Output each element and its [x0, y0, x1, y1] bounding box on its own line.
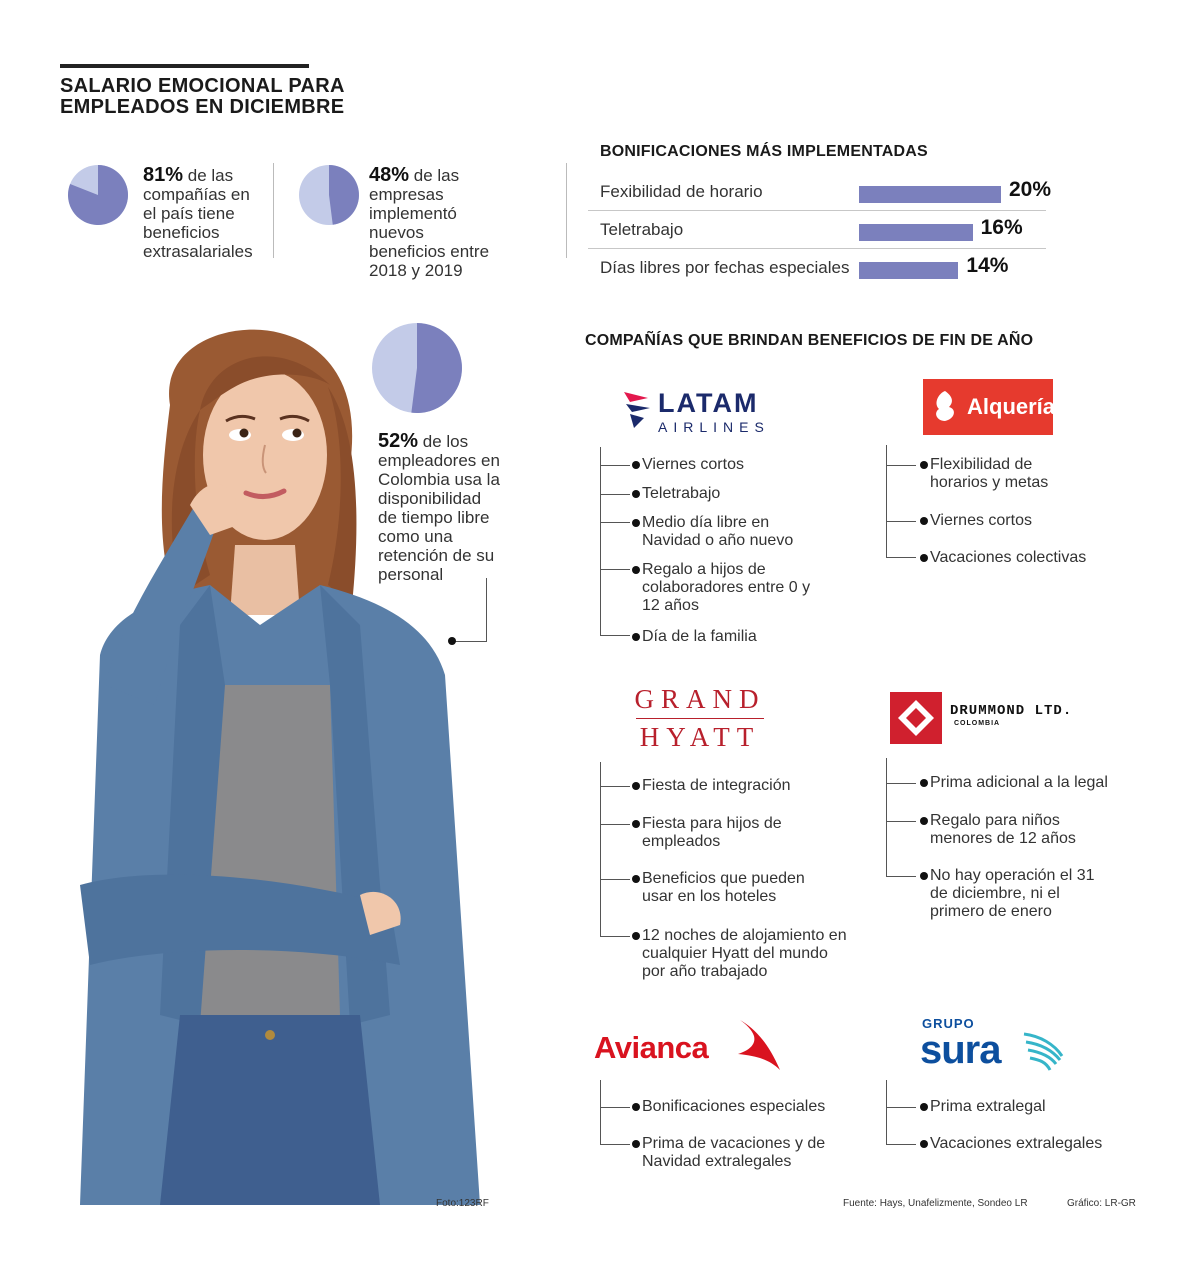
drummond-tree-branch — [886, 821, 916, 822]
avianca-logo-text: Avianca — [594, 1030, 709, 1065]
alqueria-benefit-text: Vacaciones colectivas — [930, 549, 1087, 566]
latam-benefit — [642, 485, 842, 503]
bonus-bar — [859, 262, 958, 279]
hyatt-benefit-text: Beneficios que pueden usar en los hoteles — [642, 870, 805, 905]
latam-tree-branch — [600, 569, 630, 570]
stat-81 — [143, 166, 255, 261]
bullet-dot — [632, 1140, 640, 1148]
drummond-logo-text: DRUMMOND LTD. — [950, 703, 1073, 719]
drummond-benefit-text: Regalo para niños menores de 12 años — [930, 812, 1076, 847]
sura-benefit — [930, 1135, 1130, 1153]
sura-logo-line2: sura — [920, 1028, 1001, 1072]
alqueria-logo-text: Alquería — [967, 394, 1056, 419]
bonus-value: 16% — [980, 216, 1023, 239]
stat-81-text: de las compañías en el país tiene beneficios extrasalariales — [143, 166, 253, 261]
bullet-dot — [920, 1103, 928, 1111]
alqueria-benefit — [930, 512, 1110, 530]
avianca-benefit-text: Bonificaciones especiales — [642, 1098, 826, 1115]
graphic-credit: Gráfico: LR-GR — [1067, 1198, 1136, 1209]
grand-hyatt-logo — [630, 684, 770, 754]
stat-52-connector — [486, 578, 487, 642]
sura-tree-branch — [886, 1144, 916, 1145]
pie-chart-48 — [297, 163, 361, 227]
latam-benefit — [642, 456, 842, 474]
latam-tree-branch — [600, 465, 630, 466]
drummond-benefit — [930, 774, 1130, 792]
alqueria-benefit — [930, 456, 1080, 492]
bullet-dot — [632, 820, 640, 828]
bullet-dot — [920, 779, 928, 787]
bullet-dot — [632, 782, 640, 790]
bonus-value: 14% — [966, 254, 1009, 277]
bonus-bar — [859, 224, 973, 241]
bonus-row — [588, 211, 1046, 249]
hyatt-tree-branch — [600, 879, 630, 880]
bonus-row — [588, 173, 1052, 211]
pie-slice — [411, 323, 462, 413]
hyatt-logo-rule — [636, 718, 764, 719]
bullet-dot — [920, 461, 928, 469]
latam-benefit-text: Teletrabajo — [642, 485, 721, 502]
avianca-logo — [594, 1018, 794, 1074]
latam-benefit-text: Día de la familia — [642, 628, 757, 645]
bonus-label: Días libres por fechas especiales — [600, 258, 850, 277]
bullet-dot — [632, 566, 640, 574]
avianca-bird-icon — [734, 1018, 784, 1074]
stat-48-pct: 48% — [369, 164, 410, 186]
bonus-label: Fexibilidad de horario — [600, 182, 763, 201]
stat-48-text: de las empresas implementó nuevos beneficios entre 2018 y 2019 — [369, 166, 490, 280]
avianca-benefit — [642, 1098, 862, 1116]
page-title-line2: EMPLEADOS EN DICIEMBRE — [60, 96, 345, 118]
latam-tree-branch — [600, 522, 630, 523]
stat-52-text: de los empleadores en Colombia usa la disponibilidad de tiempo libre como una retención de su personal — [378, 432, 500, 584]
avianca-tree-branch — [600, 1144, 630, 1145]
latam-benefit-text: Medio día libre en Navidad o año nuevo — [642, 514, 794, 549]
bullet-dot — [920, 872, 928, 880]
hyatt-benefit — [642, 927, 847, 981]
drummond-tree-line — [886, 758, 887, 876]
alqueria-tree-line — [886, 445, 887, 557]
bullet-dot — [632, 932, 640, 940]
hyatt-logo-line1: GRAND — [634, 684, 766, 714]
drummond-logo — [890, 692, 1090, 744]
alqueria-benefit-text: Flexibilidad de horarios y metas — [930, 456, 1049, 491]
header-rule — [60, 64, 309, 68]
alqueria-benefit — [930, 549, 1130, 567]
sura-wing-icon — [1022, 1030, 1066, 1074]
alqueria-tree-branch — [886, 521, 916, 522]
drummond-benefit — [930, 812, 1100, 848]
latam-benefit — [642, 514, 822, 550]
grupo-sura-logo — [922, 1016, 1072, 1078]
drummond-benefit-text: No hay operación el 31 de diciembre, ni el primero de enero — [930, 867, 1095, 920]
sura-benefit-text: Vacaciones extralegales — [930, 1135, 1103, 1152]
hyatt-benefit-text: Fiesta de integración — [642, 777, 791, 794]
stat-52 — [378, 432, 503, 584]
hyatt-benefit — [642, 815, 802, 851]
bullet-dot — [632, 1103, 640, 1111]
alqueria-tree-branch — [886, 557, 916, 558]
sura-benefit — [930, 1098, 1130, 1116]
sura-logo-line1: GRUPO — [922, 1016, 975, 1031]
bonuses-title: BONIFICACIONES MÁS IMPLEMENTADAS — [600, 143, 928, 160]
latam-benefit-text: Viernes cortos — [642, 456, 744, 473]
avianca-tree-line — [600, 1080, 601, 1144]
stat-52-connector — [455, 641, 487, 642]
latam-tree-branch — [600, 635, 630, 636]
hyatt-benefit-text: 12 noches de alojamiento en cualquier Hyatt del mundo por año trabajado — [642, 927, 847, 980]
bullet-dot — [920, 517, 928, 525]
bonus-value: 20% — [1009, 178, 1052, 201]
drummond-tree-branch — [886, 876, 916, 877]
bonus-row — [588, 249, 1046, 287]
stat-52-pct: 52% — [378, 430, 419, 452]
drummond-logo-subtext: COLOMBIA — [954, 720, 1001, 727]
stat-48 — [369, 166, 499, 280]
avianca-benefit — [642, 1135, 842, 1171]
hyatt-tree-branch — [600, 786, 630, 787]
page-title — [60, 76, 360, 118]
hyatt-tree-branch — [600, 824, 630, 825]
hyatt-logo-line2: HYATT — [639, 722, 761, 752]
bullet-dot — [920, 1140, 928, 1148]
latam-logo-text: LATAM — [658, 388, 759, 418]
latam-logo — [622, 388, 782, 436]
latam-bird-icon — [622, 388, 656, 430]
alqueria-splash-icon — [929, 387, 961, 427]
pie-chart-52 — [369, 320, 465, 416]
latam-benefit-text: Regalo a hijos de colaboradores entre 0 y 12 años — [642, 561, 811, 614]
stat-52-dot — [448, 637, 456, 645]
bullet-dot — [920, 817, 928, 825]
source-note: Fuente: Hays, Unafelizmente, Sondeo LR — [843, 1198, 1028, 1209]
alqueria-benefit-text: Viernes cortos — [930, 512, 1032, 529]
bullet-dot — [632, 875, 640, 883]
bullet-dot — [632, 519, 640, 527]
hyatt-benefit-text: Fiesta para hijos de empleados — [642, 815, 782, 850]
pie-slice — [329, 165, 359, 225]
latam-benefit — [642, 628, 842, 646]
stat-divider — [273, 163, 274, 258]
sura-tree-line — [886, 1080, 887, 1144]
latam-tree-branch — [600, 494, 630, 495]
alqueria-logo — [923, 379, 1056, 435]
stat-81-pct: 81% — [143, 164, 184, 186]
bullet-dot — [920, 554, 928, 562]
hyatt-tree-line — [600, 762, 601, 936]
companies-title: COMPAÑÍAS QUE BRINDAN BENEFICIOS DE FIN DE AÑO — [585, 332, 1034, 349]
drummond-benefit-text: Prima adicional a la legal — [930, 774, 1108, 791]
hyatt-benefit — [642, 777, 862, 795]
avianca-tree-branch — [600, 1107, 630, 1108]
bonus-bar — [859, 186, 1001, 203]
bonus-label: Teletrabajo — [600, 220, 684, 239]
drummond-benefit — [930, 867, 1110, 921]
avianca-benefit-text: Prima de vacaciones y de Navidad extralegales — [642, 1135, 826, 1170]
latam-tree-line — [600, 447, 601, 635]
bullet-dot — [632, 633, 640, 641]
sura-benefit-text: Prima extralegal — [930, 1098, 1046, 1115]
stat-divider — [566, 163, 567, 258]
latam-logo-subtext: AIRLINES — [658, 419, 770, 435]
hyatt-benefit — [642, 870, 832, 906]
bullet-dot — [632, 490, 640, 498]
page-title-line1: SALARIO EMOCIONAL PARA — [60, 75, 345, 97]
pie-chart-81 — [66, 163, 130, 227]
alqueria-tree-branch — [886, 465, 916, 466]
sura-tree-branch — [886, 1107, 916, 1108]
drummond-diamond-icon — [890, 692, 942, 744]
bullet-dot — [632, 461, 640, 469]
photo-credit: Foto:123RF — [436, 1198, 489, 1209]
latam-benefit — [642, 561, 832, 615]
hyatt-tree-branch — [600, 936, 630, 937]
drummond-tree-branch — [886, 783, 916, 784]
